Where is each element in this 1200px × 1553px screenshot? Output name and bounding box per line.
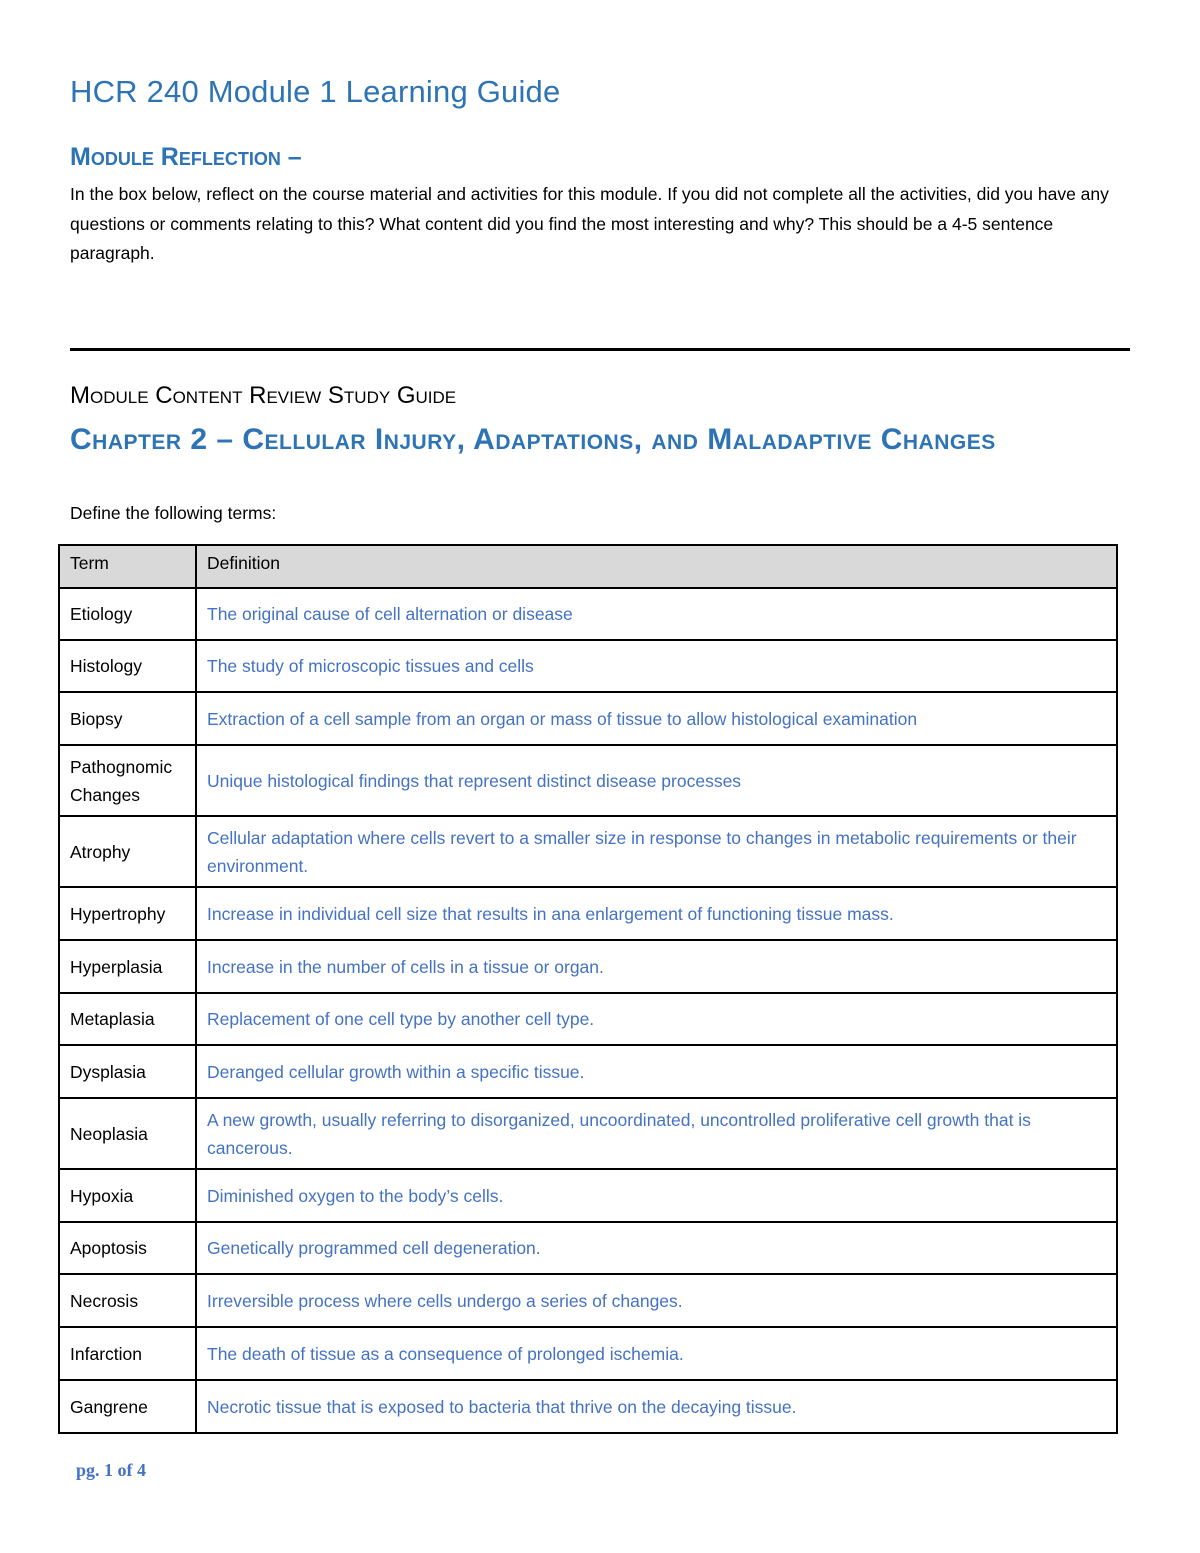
table-header-row bbox=[59, 545, 1117, 588]
term-cell: Hyperplasia bbox=[59, 940, 196, 993]
table-row bbox=[59, 993, 1117, 1045]
table-row bbox=[59, 1045, 1117, 1098]
definition-cell[interactable]: The study of microscopic tissues and cells bbox=[196, 640, 1117, 692]
table-row bbox=[59, 1380, 1117, 1433]
definition-cell[interactable]: Irreversible process where cells undergo a series of changes. bbox=[196, 1274, 1117, 1327]
definition-cell[interactable]: Necrotic tissue that is exposed to bacteria that thrive on the decaying tissue. bbox=[196, 1380, 1117, 1433]
module-reflection-heading: Module Reflection – bbox=[70, 143, 302, 171]
table-row bbox=[59, 1169, 1117, 1222]
chapter-heading: Chapter 2 – Cellular Injury, Adaptations, and Maladaptive Changes bbox=[70, 423, 996, 456]
term-cell: Dysplasia bbox=[59, 1045, 196, 1098]
definition-cell[interactable]: Genetically programmed cell degeneration. bbox=[196, 1222, 1117, 1274]
table-row bbox=[59, 745, 1117, 816]
definition-cell[interactable]: A new growth, usually referring to disorganized, uncoordinated, uncontrolled proliferative cell growth that is cancerous. bbox=[196, 1098, 1117, 1169]
column-header-term: Term bbox=[59, 545, 196, 588]
terms-table-body bbox=[59, 588, 1117, 1433]
terms-table bbox=[58, 544, 1118, 1434]
table-row bbox=[59, 816, 1117, 887]
table-row bbox=[59, 588, 1117, 640]
definition-cell[interactable]: Unique histological findings that represent distinct disease processes bbox=[196, 745, 1117, 816]
term-cell: Pathognomic Changes bbox=[59, 745, 196, 816]
document-title: HCR 240 Module 1 Learning Guide bbox=[70, 74, 561, 109]
term-cell: Hypoxia bbox=[59, 1169, 196, 1222]
term-cell: Etiology bbox=[59, 588, 196, 640]
term-cell: Gangrene bbox=[59, 1380, 196, 1433]
term-cell: Neoplasia bbox=[59, 1098, 196, 1169]
table-row bbox=[59, 692, 1117, 745]
term-cell: Histology bbox=[59, 640, 196, 692]
table-row bbox=[59, 940, 1117, 993]
table-row bbox=[59, 1327, 1117, 1380]
definition-cell[interactable]: Increase in the number of cells in a tissue or organ. bbox=[196, 940, 1117, 993]
define-terms-instructions: Define the following terms: bbox=[70, 503, 277, 523]
term-cell: Necrosis bbox=[59, 1274, 196, 1327]
page-number: pg. 1 of 4 bbox=[76, 1460, 147, 1480]
table-row bbox=[59, 1222, 1117, 1274]
reflection-instructions: In the box below, reflect on the course material and activities for this module. If you did not complete all the activities, did you have any questions or comments relating to this? What content did you find the most interesting and why? This should be a 4-5 sentence paragraph. bbox=[70, 184, 1109, 263]
term-cell: Biopsy bbox=[59, 692, 196, 745]
definition-cell[interactable]: Extraction of a cell sample from an organ or mass of tissue to allow histological examination bbox=[196, 692, 1117, 745]
horizontal-divider bbox=[70, 348, 1130, 351]
term-cell: Apoptosis bbox=[59, 1222, 196, 1274]
table-row bbox=[59, 887, 1117, 940]
definition-cell[interactable]: The death of tissue as a consequence of prolonged ischemia. bbox=[196, 1327, 1117, 1380]
definition-cell[interactable]: Cellular adaptation where cells revert to a smaller size in response to changes in metabolic requirements or their environment. bbox=[196, 816, 1117, 887]
table-row bbox=[59, 1098, 1117, 1169]
definition-cell[interactable]: Increase in individual cell size that results in ana enlargement of functioning tissue mass. bbox=[196, 887, 1117, 940]
definition-cell[interactable]: Diminished oxygen to the body’s cells. bbox=[196, 1169, 1117, 1222]
definition-cell[interactable]: The original cause of cell alternation or disease bbox=[196, 588, 1117, 640]
table-row bbox=[59, 1274, 1117, 1327]
term-cell: Hypertrophy bbox=[59, 887, 196, 940]
term-cell: Metaplasia bbox=[59, 993, 196, 1045]
term-cell: Infarction bbox=[59, 1327, 196, 1380]
study-guide-heading: Module Content Review Study Guide bbox=[70, 382, 457, 409]
column-header-definition: Definition bbox=[196, 545, 1117, 588]
definition-cell[interactable]: Deranged cellular growth within a specific tissue. bbox=[196, 1045, 1117, 1098]
definition-cell[interactable]: Replacement of one cell type by another cell type. bbox=[196, 993, 1117, 1045]
term-cell: Atrophy bbox=[59, 816, 196, 887]
table-row bbox=[59, 640, 1117, 692]
